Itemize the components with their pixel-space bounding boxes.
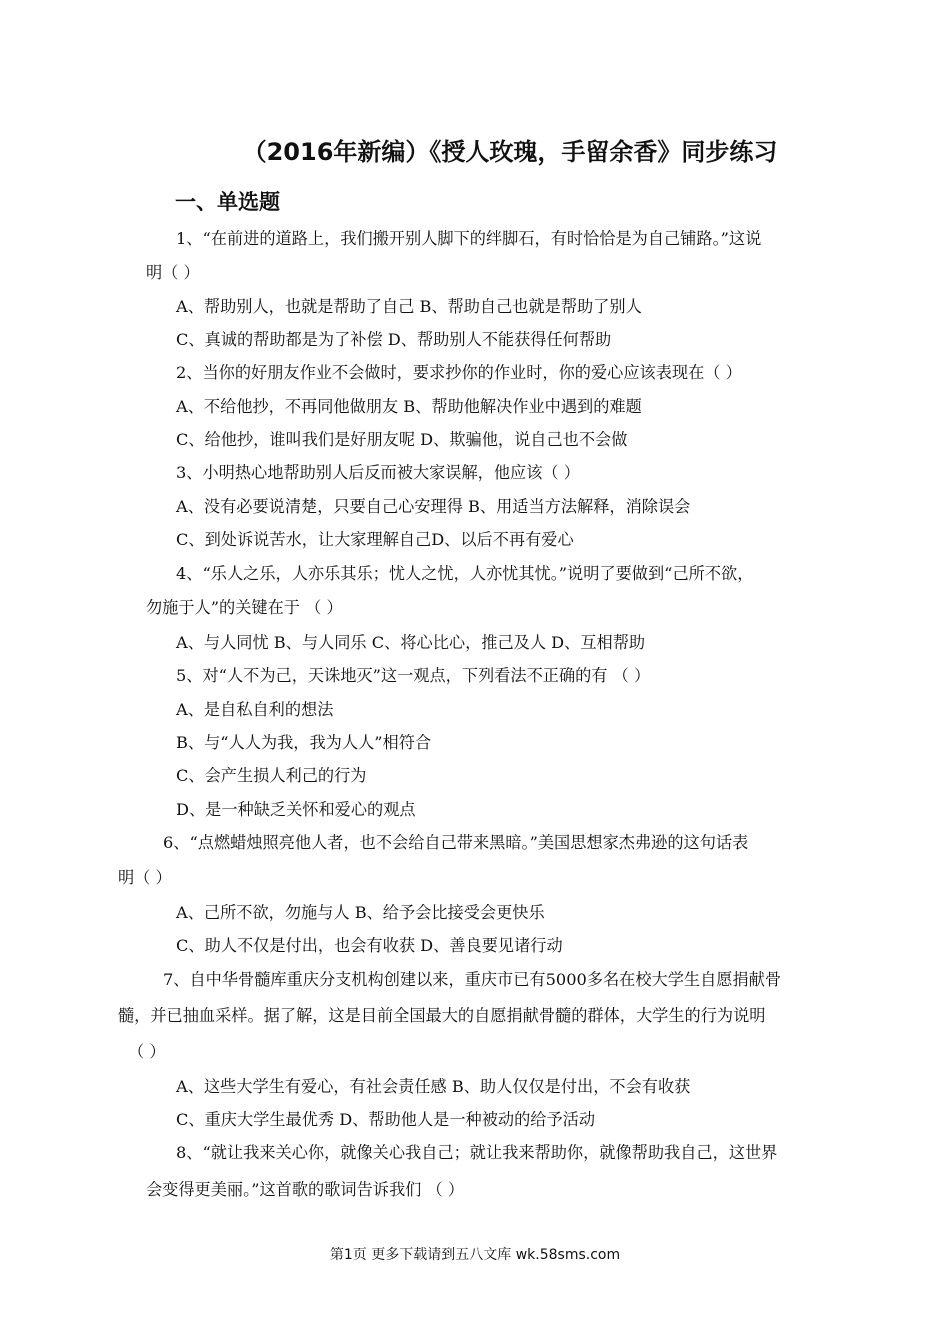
q2-options-ab: A、不给他抄，不再同他做朋友 B、帮助他解决作业中遇到的难题 — [176, 397, 642, 416]
q3-options-cd: C、到处诉说苦水，让大家理解自己D、以后不再有爱心 — [176, 530, 574, 549]
q3-options-ab: A、没有必要说清楚，只要自己心安理得 B、用适当方法解释，消除误会 — [176, 497, 691, 516]
q5-option-b: B、与“人人为我，我为人人”相符合 — [176, 733, 432, 752]
q7-options-cd: C、重庆大学生最优秀 D、帮助他人是一种被动的给予活动 — [176, 1110, 596, 1129]
q5-option-d: D、是一种缺乏关怀和爱心的观点 — [176, 800, 416, 819]
q1-options-cd: C、真诚的帮助都是为了补偿 D、帮助别人不能获得任何帮助 — [176, 330, 612, 349]
q4-options: A、与人同忧 B、与人同乐 C、将心比心，推己及人 D、互相帮助 — [176, 633, 646, 652]
q8-stem-line2: 会变得更美丽。”这首歌的歌词告诉我们 （ ） — [146, 1180, 465, 1199]
q2-options-cd: C、给他抄，谁叫我们是好朋友呢 D、欺骗他，说自己也不会做 — [176, 430, 628, 449]
q6-stem-line2: 明（ ） — [118, 868, 172, 887]
q4-stem-line1: 4、“乐人之乐，人亦乐其乐；忧人之忧，人亦忧其忧。”说明了要做到“己所不欲， — [176, 564, 754, 583]
q5-stem: 5、对“人不为己，天诛地灭”这一观点，下列看法不正确的有 （ ） — [176, 666, 651, 685]
q6-options-ab: A、己所不欲，勿施与人 B、给予会比接受会更快乐 — [176, 903, 545, 922]
q1-stem-line1: 1、“在前进的道路上，我们搬开别人脚下的绊脚石，有时恰恰是为自己铺路。”这说 — [176, 229, 762, 248]
q7-stem-line3: （ ） — [128, 1042, 166, 1061]
q5-option-a: A、是自私自利的想法 — [176, 700, 334, 719]
q8-stem-line1: 8、“就让我来关心你，就像关心我自己；就让我来帮助你，就像帮助我自己，这世界 — [176, 1143, 778, 1162]
q2-stem: 2、当你的好朋友作业不会做时，要求抄你的作业时，你的爱心应该表现在（ ） — [176, 363, 742, 382]
q6-options-cd: C、助人不仅是付出，也会有收获 D、善良要见诸行动 — [176, 936, 563, 955]
q7-stem-line1: 7、自中华骨髓库重庆分支机构创建以来，重庆市已有5000多名在校大学生自愿捐献骨 — [163, 970, 782, 989]
q1-options-ab: A、帮助别人，也就是帮助了自己 B、帮助自己也就是帮助了别人 — [176, 297, 642, 316]
section-heading: 一、单选题 — [175, 190, 280, 214]
document-title: （2016年新编）《授人玫瑰，手留余香》同步练习 — [242, 138, 778, 166]
q7-options-ab: A、这些大学生有爱心，有社会责任感 B、助人仅仅是付出，不会有收获 — [176, 1077, 691, 1096]
q3-stem: 3、小明热心地帮助别人后反而被大家误解，他应该（ ） — [176, 463, 580, 482]
q6-stem-line1: 6、“点燃蜡烛照亮他人者，也不会给自己带来黑暗。”美国思想家杰弗逊的这句话表 — [163, 833, 749, 852]
page-footer: 第1页 更多下载请到五八文库 wk.58sms.com — [329, 1247, 621, 1263]
q7-stem-line2: 髓，并已抽血采样。据了解，这是目前全国最大的自愿捐献骨髓的群体，大学生的行为说明 — [118, 1006, 766, 1025]
q5-option-c: C、会产生损人利己的行为 — [176, 766, 367, 785]
q4-stem-line2: 勿施于人”的关键在于 （ ） — [146, 598, 343, 617]
q1-stem-line2: 明（ ） — [146, 263, 200, 282]
